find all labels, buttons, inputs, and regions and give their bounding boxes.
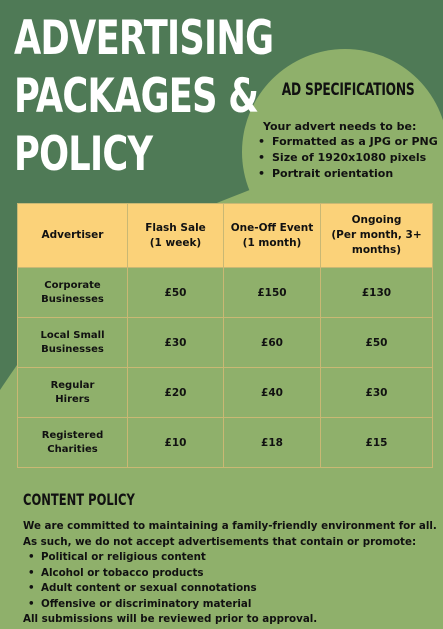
content-policy-body xyxy=(23,519,438,628)
header-line: (1 week) xyxy=(149,236,202,249)
price-cell: £20 xyxy=(128,368,224,418)
ad-specifications-list xyxy=(255,134,438,182)
pricing-table xyxy=(17,203,433,468)
advertiser-cell xyxy=(18,318,128,368)
policy-list xyxy=(23,550,438,612)
table-row xyxy=(18,418,433,468)
spec-item: • Size of 1920x1080 pixels xyxy=(255,150,438,166)
label-line: Charities xyxy=(47,443,98,455)
ad-specifications-intro: Your advert needs to be: xyxy=(263,120,417,133)
table-row xyxy=(18,268,433,318)
price-cell: £40 xyxy=(224,368,321,418)
content-policy-heading: CONTENT POLICY xyxy=(23,490,135,509)
price-cell: £130 xyxy=(321,268,433,318)
advertiser-cell xyxy=(18,418,128,468)
spec-item: • Portrait orientation xyxy=(255,166,438,182)
advertiser-cell xyxy=(18,268,128,318)
header-line: months) xyxy=(351,244,402,256)
label-line: Registered xyxy=(41,429,104,441)
pricing-header-row xyxy=(18,204,433,268)
header-cell xyxy=(18,204,128,268)
header-cell xyxy=(321,204,433,268)
header-line: (Per month, 3+ xyxy=(331,229,422,241)
label-line: Businesses xyxy=(41,293,104,305)
table-row xyxy=(18,318,433,368)
policy-item: • Political or religious content xyxy=(23,550,438,566)
page-title xyxy=(14,10,273,184)
title-line: PACKAGES & xyxy=(14,69,259,124)
advertiser-cell xyxy=(18,368,128,418)
table-row xyxy=(18,368,433,418)
header-line: Flash Sale xyxy=(145,221,206,234)
policy-item: • Offensive or discriminatory material xyxy=(23,597,438,613)
header-line: (1 month) xyxy=(242,236,302,249)
header-cell xyxy=(224,204,321,268)
policy-item: • Alcohol or tobacco products xyxy=(23,566,438,582)
price-cell: £15 xyxy=(321,418,433,468)
policy-intro-line: We are committed to maintaining a family-friendly environment for all. xyxy=(23,520,437,532)
price-cell: £50 xyxy=(128,268,224,318)
policy-item: • Adult content or sexual connotations xyxy=(23,581,438,597)
spec-item: • Formatted as a JPG or PNG xyxy=(255,134,438,150)
price-cell: £10 xyxy=(128,418,224,468)
header-line: Ongoing xyxy=(351,214,402,226)
ad-specifications-heading-wrap xyxy=(258,80,428,100)
title-line: POLICY xyxy=(14,127,153,182)
ad-specifications-heading: AD SPECIFICATIONS xyxy=(281,80,415,100)
label-line: Corporate xyxy=(44,279,101,291)
policy-intro-line: As such, we do not accept advertisements that contain or promote: xyxy=(23,535,417,548)
price-cell: £50 xyxy=(321,318,433,368)
price-cell: £30 xyxy=(128,318,224,368)
label-line: Regular xyxy=(50,379,95,391)
header-line: Advertiser xyxy=(41,229,104,241)
price-cell: £60 xyxy=(224,318,321,368)
price-cell: £30 xyxy=(321,368,433,418)
label-line: Local Small xyxy=(40,329,105,341)
policy-closing: All submissions will be reviewed prior to approval. xyxy=(23,613,318,625)
title-line: ADVERTISING xyxy=(14,11,274,66)
header-cell xyxy=(128,204,224,268)
header-line: One-Off Event xyxy=(230,221,314,234)
label-line: Hirers xyxy=(55,393,90,405)
price-cell: £18 xyxy=(224,418,321,468)
price-cell: £150 xyxy=(224,268,321,318)
label-line: Businesses xyxy=(41,343,104,355)
